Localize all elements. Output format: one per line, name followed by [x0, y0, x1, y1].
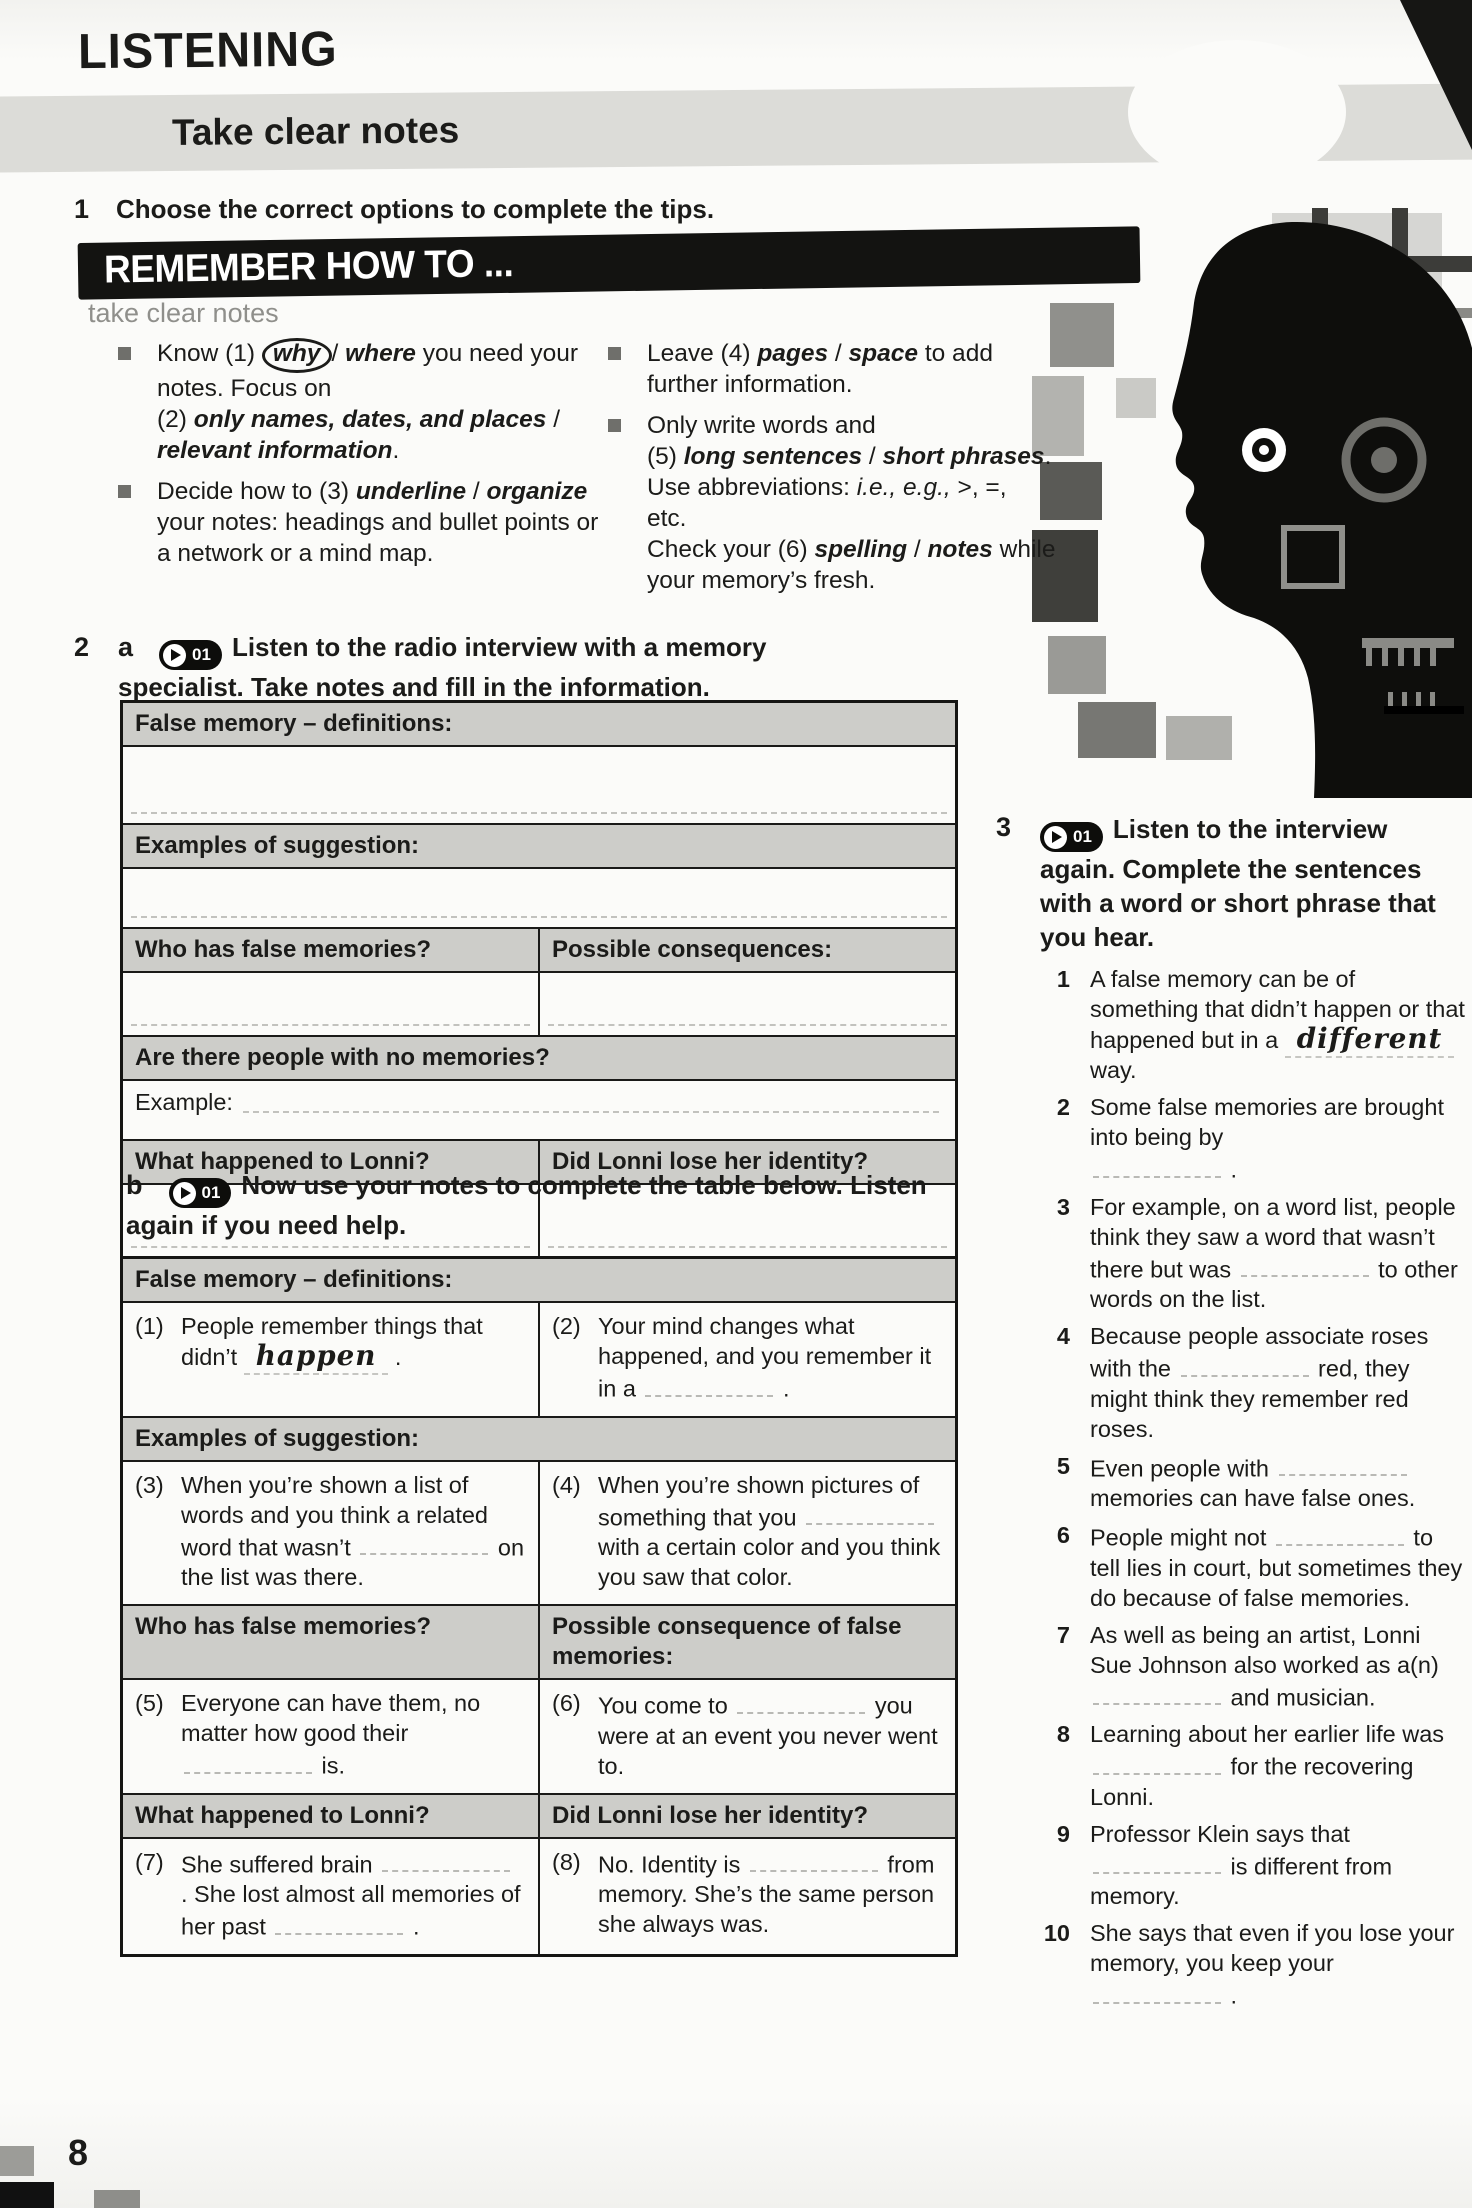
- tip-item: [608, 410, 1068, 596]
- table-cell-2[interactable]: [539, 1302, 957, 1417]
- table-header-who: Who has false memories?: [122, 928, 540, 972]
- exercise-1-number: 1: [74, 194, 90, 224]
- tip-text: Know (1) why / where you need your notes. Focus on (2) only names, dates, and places / relevant information.: [157, 340, 579, 464]
- audio-track-icon: [159, 640, 222, 670]
- item-text: Everyone can have them, no matter how good their is.: [181, 1690, 481, 1779]
- item-text: Because people associate roses with the red, they might think they remember red roses.: [1090, 1323, 1429, 1442]
- item-number: 7: [1056, 1621, 1070, 1648]
- table-header-consequence: Possible consequence of false memories:: [539, 1605, 957, 1679]
- item-text: Professor Klein says that is different from memory.: [1090, 1820, 1393, 1909]
- exercise-2b-letter: b: [126, 1170, 143, 1200]
- exercise-2a-instruction: Listen to the radio interview with a memory specialist. Take notes and fill in the information.: [118, 632, 767, 702]
- audio-track-icon: [169, 1178, 232, 1208]
- answer-area[interactable]: [122, 868, 957, 928]
- item-text: No. Identity is from memory. She’s the same person she always was.: [598, 1847, 943, 1940]
- answer-blank[interactable]: [645, 1371, 773, 1397]
- item-number: 10: [1043, 1920, 1070, 1946]
- answer-blank[interactable]: [1279, 1451, 1407, 1477]
- answer-area[interactable]: [122, 972, 540, 1036]
- head-profile-art: [1032, 208, 1472, 798]
- tip-item: [608, 338, 1068, 400]
- answer-blank[interactable]: [1093, 1978, 1221, 2004]
- list-item: [1028, 1321, 1468, 1444]
- tips-left-column: [118, 338, 608, 606]
- list-item: [1028, 1819, 1468, 1912]
- exercise-2a-letter: a: [118, 632, 134, 662]
- section-title: LISTENING: [77, 20, 338, 79]
- item-number: 3: [1056, 1193, 1070, 1220]
- table-header-definitions: False memory – definitions:: [122, 1258, 957, 1303]
- answer-area[interactable]: [122, 1080, 957, 1140]
- exercise-3-instruction: Listen to the interview again. Complete the sentences with a word or short phrase that you hear.: [1040, 814, 1436, 952]
- tips-columns: [118, 338, 1078, 606]
- writing-line: [131, 1024, 530, 1026]
- table-cell-6[interactable]: [539, 1679, 957, 1794]
- answer-blank[interactable]: [806, 1500, 934, 1526]
- audio-track-number: 01: [201, 1183, 221, 1202]
- item-text: Even people with memories can have false ones.: [1090, 1451, 1468, 1514]
- item-number: (1): [135, 1313, 164, 1339]
- item-text: Your mind changes what happened, and you remember it in a .: [598, 1313, 932, 1402]
- table-cell-8[interactable]: [539, 1838, 957, 1956]
- writing-line: [131, 812, 947, 814]
- writing-line: [243, 1087, 939, 1113]
- table-cell-7[interactable]: [122, 1838, 540, 1956]
- bullet-square-icon: [608, 419, 621, 432]
- bullet-square-icon: [118, 485, 131, 498]
- list-item: [1028, 1620, 1468, 1713]
- answer-blank[interactable]: [275, 1909, 403, 1935]
- list-item: [1028, 1092, 1468, 1185]
- tip-text: Decide how to (3) underline / organize your notes: headings and bullet points or a network or a mind map.: [157, 477, 599, 567]
- answer-blank[interactable]: [750, 1847, 878, 1873]
- item-number: 6: [1056, 1522, 1070, 1548]
- writing-line: [548, 1246, 947, 1248]
- tip-text: Only write words and (5) long sentences / short phrases. Use abbreviations: i.e., e.g., >, =, etc. Check your (6) spelling / notes while your memory’s fresh.: [647, 412, 1056, 594]
- item-text: Some false memories are brought into being by .: [1090, 1094, 1444, 1183]
- item-number: 4: [1056, 1323, 1070, 1349]
- answer-blank[interactable]: [737, 1688, 865, 1714]
- item-text: People might not to tell lies in court, but sometimes they do because of false memories.: [1090, 1520, 1468, 1613]
- writing-line: [548, 1024, 947, 1026]
- item-text: A false memory can be of something that didn’t happen or that happened but in a different way.: [1090, 966, 1465, 1083]
- item-text: You come to you were at an event you never went to.: [598, 1688, 943, 1781]
- audio-track-number: 01: [1073, 827, 1092, 846]
- example-label: Example:: [135, 1089, 233, 1115]
- item-text: For example, on a word list, people think they saw a word that wasn’t there but was to other words on the list.: [1090, 1193, 1458, 1312]
- answer-area[interactable]: [539, 972, 957, 1036]
- exercise-2b-heading: [126, 1168, 986, 1242]
- exercise-3-items: [1028, 964, 1468, 2018]
- item-number: 9: [1056, 1820, 1070, 1847]
- item-number: 8: [1056, 1721, 1070, 1747]
- writing-line: [131, 1246, 530, 1248]
- footer-decoration-square: [0, 2146, 34, 2176]
- bullet-square-icon: [608, 347, 621, 360]
- answer-blank[interactable]: [1093, 1152, 1221, 1178]
- item-number: (5): [135, 1690, 164, 1716]
- exercise-2a-heading: [118, 630, 888, 704]
- answer-area[interactable]: [122, 746, 957, 824]
- answer-blank[interactable]: [1093, 1749, 1221, 1775]
- tips-right-column: [608, 338, 1068, 606]
- exercise-2-number: 2: [74, 632, 90, 662]
- cloud-shape: [1128, 40, 1346, 184]
- list-item: [1028, 1918, 1468, 2011]
- table-header-identity: Did Lonni lose her identity?: [539, 1794, 957, 1838]
- play-icon: [163, 644, 186, 667]
- list-item: [1028, 1192, 1468, 1315]
- exercise-3-heading: [1040, 812, 1464, 954]
- exercise-1-instruction: Choose the correct options to complete the tips.: [116, 194, 715, 224]
- exercise-3-number: 3: [996, 812, 1012, 842]
- table-header-examples: Examples of suggestion:: [122, 1417, 957, 1461]
- head-collage-illustration: [1032, 208, 1472, 798]
- gap-fill-table: [120, 1256, 958, 1957]
- item-text: Learning about her earlier life was for the recovering Lonni.: [1090, 1721, 1445, 1810]
- table-header-identity: Did Lonni lose her identity?: [539, 1140, 957, 1184]
- list-item: [1028, 1451, 1468, 1514]
- item-number: (4): [552, 1471, 581, 1498]
- answer-blank[interactable]: [1093, 1849, 1221, 1875]
- audio-track-number: 01: [192, 645, 211, 664]
- table-header-no-memories: Are there people with no memories?: [122, 1036, 957, 1080]
- handwritten-answer: happen: [244, 1339, 389, 1375]
- table-header-who: Who has false memories?: [122, 1605, 540, 1679]
- play-icon: [1044, 826, 1067, 849]
- item-number: (8): [552, 1848, 581, 1875]
- list-item: [1028, 1520, 1468, 1613]
- answer-blank[interactable]: [360, 1530, 488, 1556]
- answer-blank[interactable]: [1093, 1680, 1221, 1706]
- item-number: 5: [1056, 1452, 1070, 1479]
- answer-blank[interactable]: [382, 1847, 510, 1873]
- table-cell-1[interactable]: [122, 1302, 540, 1417]
- answer-blank[interactable]: [184, 1748, 312, 1774]
- table-cell-4[interactable]: [539, 1461, 957, 1606]
- table-cell-3[interactable]: [122, 1461, 540, 1606]
- footer-decoration-black: [0, 2182, 54, 2208]
- tip-text: Leave (4) pages / space to add further information.: [647, 340, 993, 398]
- play-icon: [173, 1182, 196, 1205]
- bullet-square-icon: [118, 347, 131, 360]
- answer-blank[interactable]: [1181, 1351, 1309, 1377]
- footer-decoration-gray: [94, 2190, 140, 2208]
- item-number: (7): [135, 1848, 164, 1875]
- remember-box-subtitle: take clear notes: [88, 298, 279, 328]
- tip-item: [118, 338, 608, 466]
- item-number: (6): [552, 1690, 581, 1716]
- item-text: When you’re shown pictures of something that you with a certain color and you think you saw that color.: [598, 1471, 941, 1590]
- item-text: She says that even if you lose your memory, you keep your .: [1090, 1920, 1455, 2009]
- table-cell-5[interactable]: [122, 1679, 540, 1794]
- item-number: (3): [135, 1471, 164, 1498]
- item-text: She suffered brain . She lost almost all memories of her past .: [181, 1847, 526, 1942]
- handwritten-answer: different: [1285, 1022, 1455, 1058]
- item-number: (2): [552, 1313, 581, 1339]
- item-text: When you’re shown a list of words and you think a related word that wasn’t on the list was there.: [181, 1471, 525, 1590]
- answer-blank[interactable]: [1241, 1252, 1369, 1278]
- audio-track-icon: [1040, 822, 1103, 852]
- list-item: [1028, 1719, 1468, 1812]
- tip-item: [118, 476, 608, 569]
- table-header-consequences: Possible consequences:: [539, 928, 957, 972]
- table-header-lonni: What happened to Lonni?: [122, 1794, 540, 1838]
- list-item: [1028, 964, 1468, 1085]
- page-number: 8: [68, 2132, 89, 2173]
- item-number: 1: [1056, 966, 1070, 992]
- table-header-examples: Examples of suggestion:: [122, 824, 957, 868]
- exercise-2b-instruction: Now use your notes to complete the table below. Listen again if you need help.: [126, 1170, 927, 1240]
- item-text: As well as being an artist, Lonni Sue Johnson also worked as a(n) and musician.: [1090, 1621, 1439, 1710]
- lesson-title: Take clear notes: [171, 109, 460, 153]
- item-text: People remember things that didn’t happen .: [181, 1311, 526, 1372]
- remember-how-to-banner: REMEMBER HOW TO ...: [78, 226, 1141, 299]
- item-number: 2: [1056, 1094, 1070, 1120]
- writing-line: [131, 916, 947, 918]
- table-header-lonni: What happened to Lonni?: [122, 1140, 540, 1184]
- answer-blank[interactable]: [1276, 1520, 1404, 1546]
- table-header-definitions: False memory – definitions:: [122, 702, 957, 747]
